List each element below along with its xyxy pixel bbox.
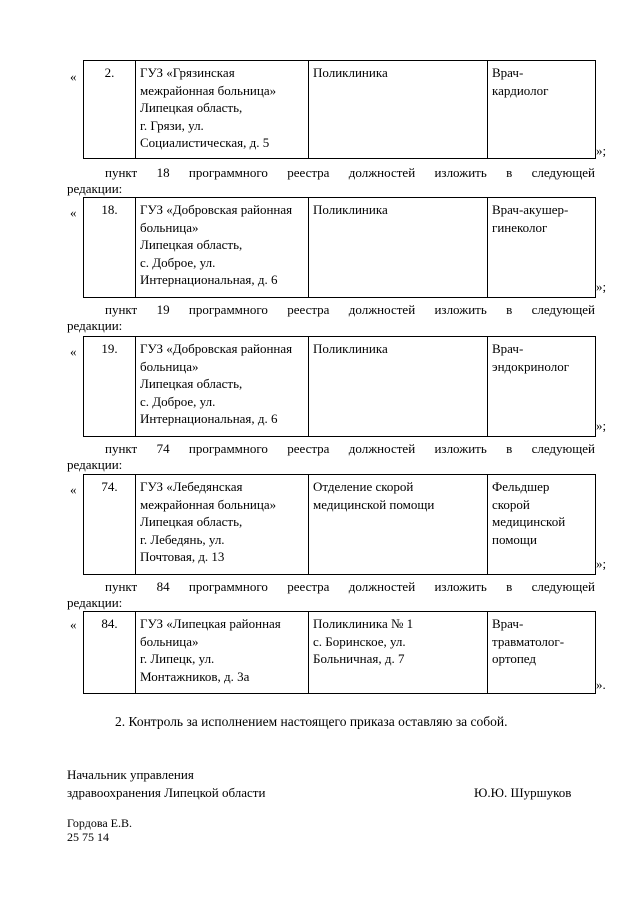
row-number: 19. — [84, 337, 136, 437]
amend-paragraph-cont: редакции: — [67, 457, 123, 472]
table-row — [84, 475, 596, 575]
amend-paragraph: пункт 74 программного реестра должностей изложить в следующей — [105, 441, 595, 456]
open-quote: « — [70, 69, 77, 84]
amend-paragraph-cont: редакции: — [67, 181, 123, 196]
unit-cell: Поликлиника — [309, 198, 488, 298]
open-quote: « — [70, 205, 77, 220]
amend-paragraph: пункт 84 программного реестра должностей изложить в следующей — [105, 579, 595, 594]
unit-cell: Поликлиника — [309, 337, 488, 437]
open-quote: « — [70, 344, 77, 359]
unit-cell: Поликлиника — [309, 61, 488, 159]
organization-cell: ГУЗ «Липецкая районная больница» г. Липецк, ул. Монтажников, д. 3а — [136, 612, 309, 694]
row-number: 74. — [84, 475, 136, 575]
row-number: 18. — [84, 198, 136, 298]
amend-paragraph-cont: редакции: — [67, 318, 123, 333]
signatory-title-line1: Начальник управления — [67, 767, 194, 782]
table-row — [84, 198, 596, 298]
position-cell: Врач- травматолог- ортопед — [488, 612, 596, 694]
position-cell: Врач-акушер- гинеколог — [488, 198, 596, 298]
amend-paragraph-cont: редакции: — [67, 595, 123, 610]
organization-cell: ГУЗ «Грязинская межрайонная больница» Липецкая область, г. Грязи, ул. Социалистическая, д. 5 — [136, 61, 309, 159]
signatory-name: Ю.Ю. Шуршуков — [474, 785, 572, 800]
registry-row-table — [83, 336, 596, 437]
amend-paragraph: пункт 18 программного реестра должностей изложить в следующей — [105, 165, 595, 180]
executor-phone: 25 75 14 — [67, 830, 109, 844]
registry-row-table — [83, 611, 596, 694]
table-row — [84, 337, 596, 437]
position-cell: Врач- эндокринолог — [488, 337, 596, 437]
close-quote: ». — [596, 677, 606, 692]
unit-cell: Отделение скорой медицинской помощи — [309, 475, 488, 575]
executor-name: Гордова Е.В. — [67, 816, 132, 830]
position-cell: Врач- кардиолог — [488, 61, 596, 159]
amend-paragraph: пункт 19 программного реестра должностей изложить в следующей — [105, 302, 595, 317]
close-quote: »; — [596, 418, 607, 433]
registry-row-table — [83, 197, 596, 298]
organization-cell: ГУЗ «Добровская районная больница» Липецкая область, с. Доброе, ул. Интернациональная, д. 6 — [136, 198, 309, 298]
signatory-title-line2: здравоохранения Липецкой области — [67, 785, 266, 800]
close-quote: »; — [596, 279, 607, 294]
close-quote: »; — [596, 143, 607, 158]
close-quote: »; — [596, 556, 607, 571]
unit-cell: Поликлиника № 1 с. Боринское, ул. Больничная, д. 7 — [309, 612, 488, 694]
open-quote: « — [70, 482, 77, 497]
position-cell: Фельдшер скорой медицинской помощи — [488, 475, 596, 575]
open-quote: « — [70, 617, 77, 632]
registry-row-table — [83, 60, 596, 159]
organization-cell: ГУЗ «Добровская районная больница» Липецкая область, с. Доброе, ул. Интернациональная, д. 6 — [136, 337, 309, 437]
organization-cell: ГУЗ «Лебедянская межрайонная больница» Липецкая область, г. Лебедянь, ул. Почтовая, д. 13 — [136, 475, 309, 575]
row-number: 2. — [84, 61, 136, 159]
row-number: 84. — [84, 612, 136, 694]
table-row — [84, 612, 596, 694]
order-clause: 2. Контроль за исполнением настоящего приказа оставляю за собой. — [115, 714, 508, 729]
table-row — [84, 61, 596, 159]
registry-row-table — [83, 474, 596, 575]
